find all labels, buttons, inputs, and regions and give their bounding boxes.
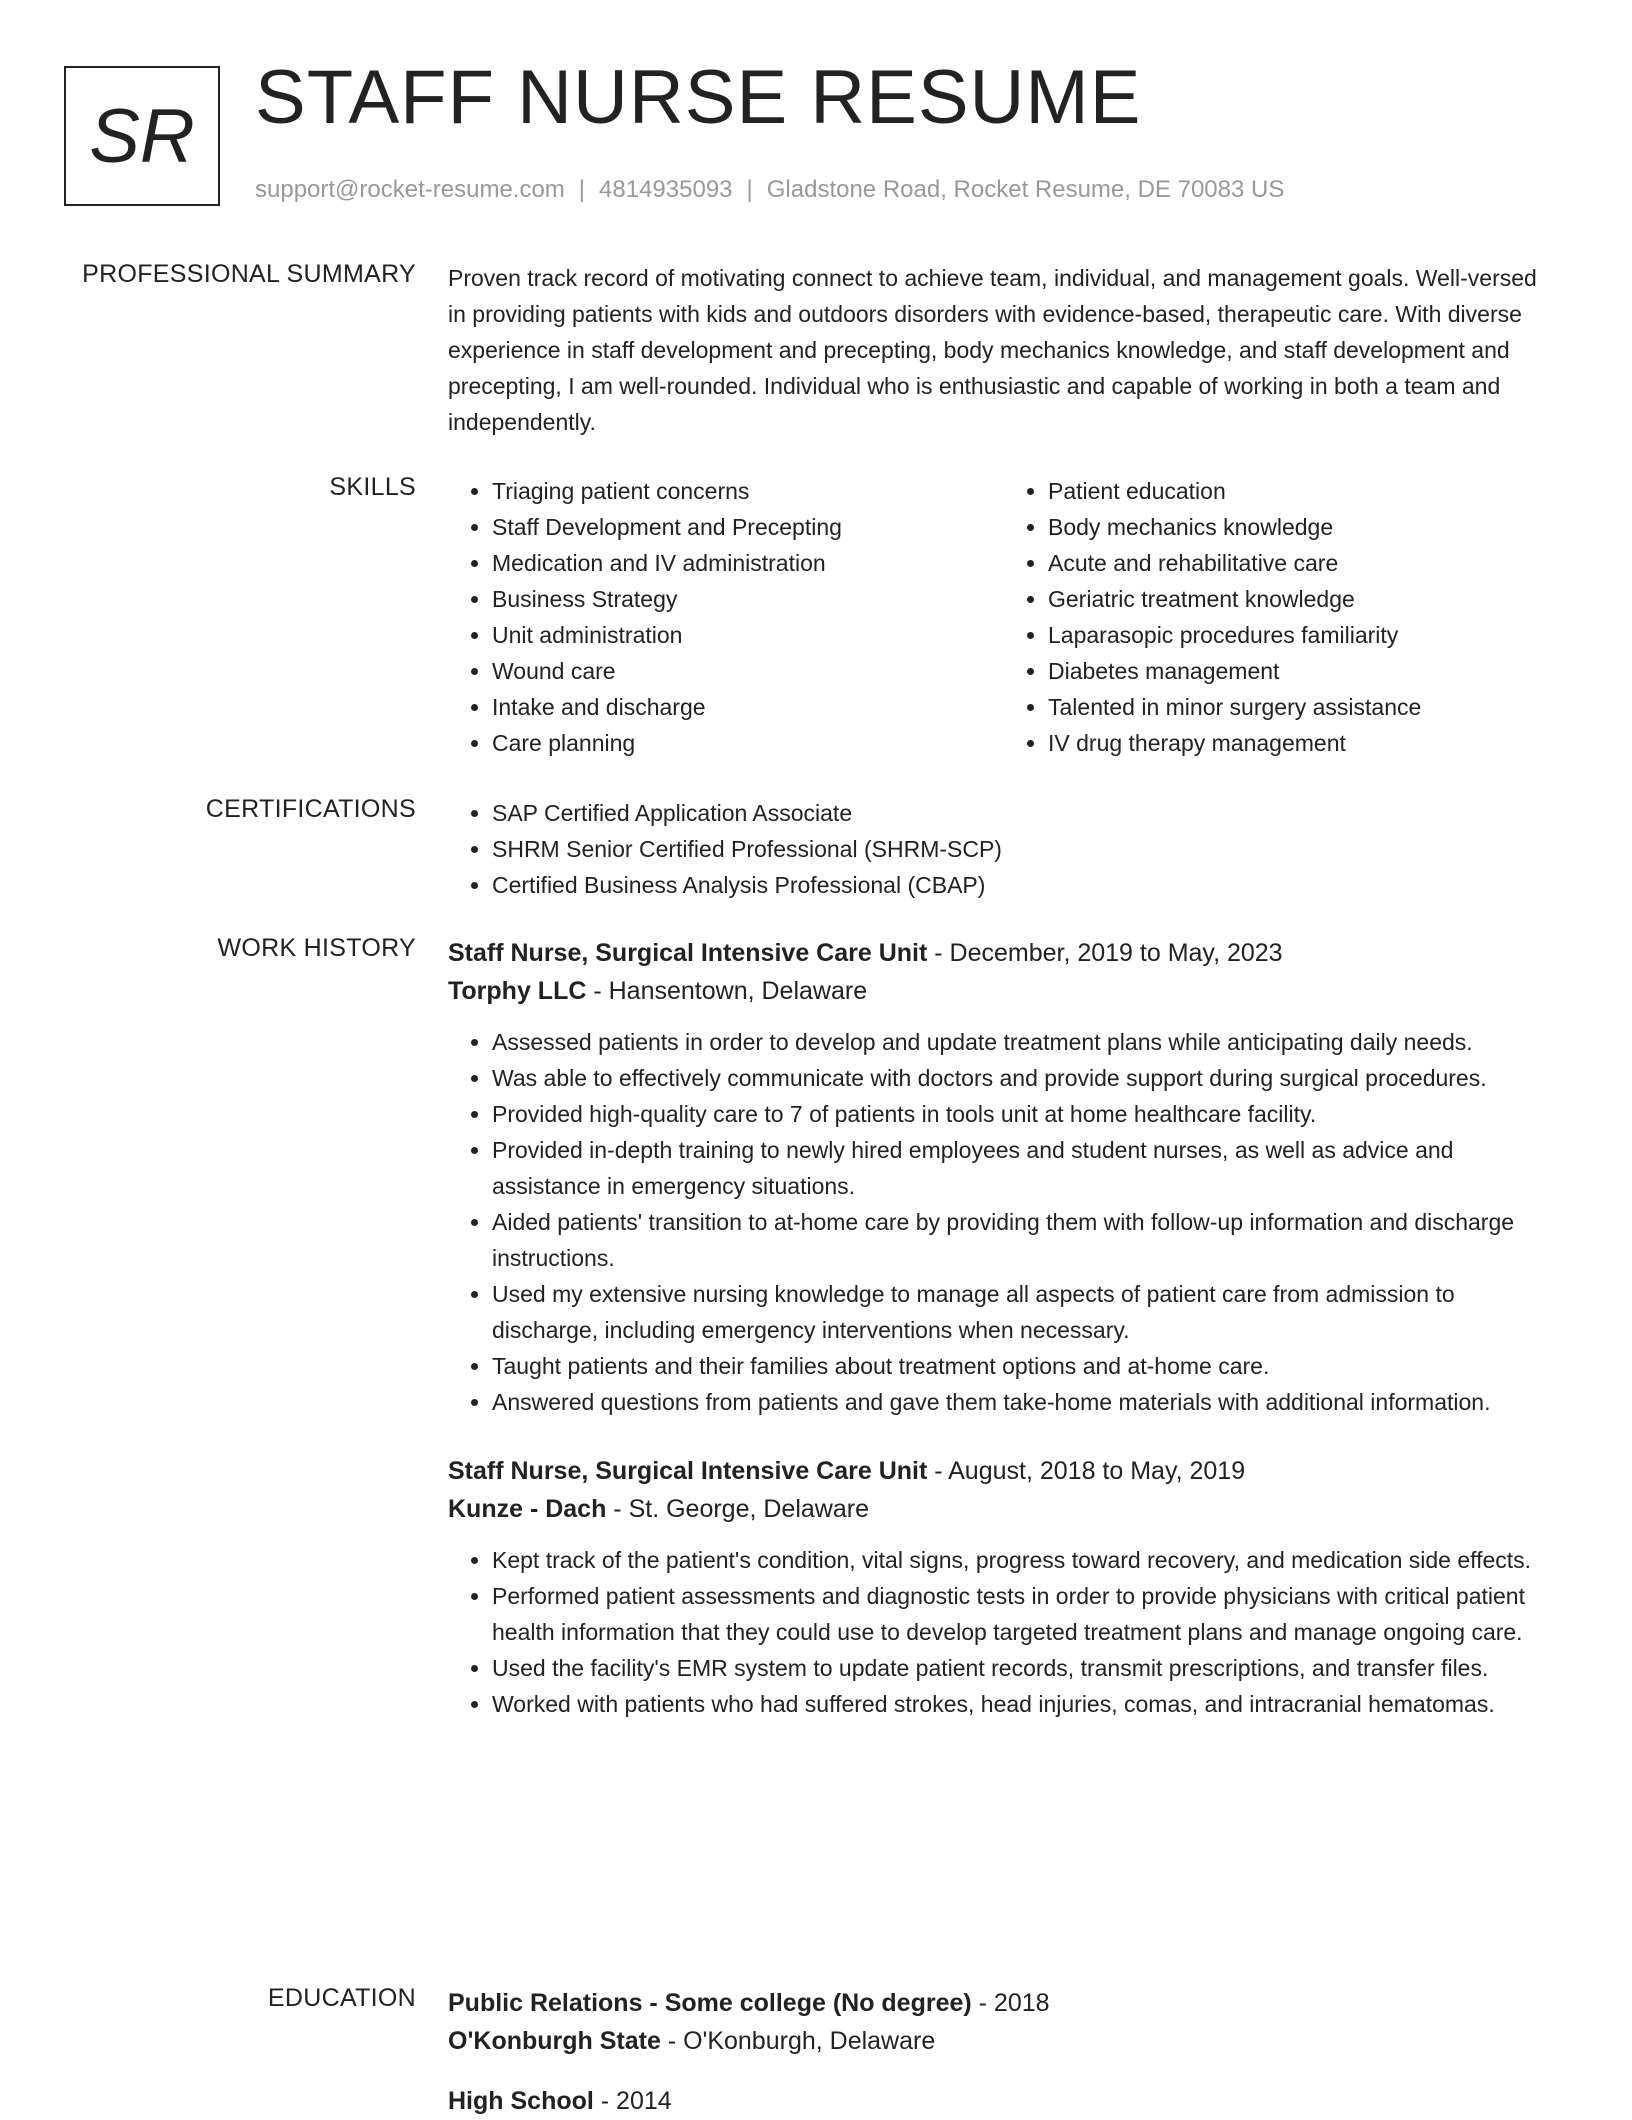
- school-name: O'Konburgh State: [448, 2027, 661, 2055]
- section-label: SKILLS: [329, 473, 416, 501]
- job-heading: [448, 934, 1560, 972]
- job-bullet: • Provided in-depth training to newly hired employees and student nurses, as well as advice and assistance in emergency situations.: [492, 1132, 1560, 1204]
- job-bullet: • Used the facility's EMR system to update patient records, transmit prescriptions, and transfer files.: [492, 1650, 1560, 1686]
- job-entry: [448, 934, 1560, 1420]
- job-bullet: • Assessed patients in order to develop and update treatment plans while anticipating daily needs.: [492, 1024, 1560, 1060]
- job-bullet: • Worked with patients who had suffered strokes, head injuries, comas, and intracranial hematomas.: [492, 1686, 1560, 1722]
- certification-item: • SAP Certified Application Associate: [492, 795, 1560, 831]
- skill-item: • IV drug therapy management: [1048, 725, 1560, 761]
- company-line: [448, 1490, 1560, 1528]
- job-bullet: • Kept track of the patient's condition, vital signs, progress toward recovery, and medication side effects.: [492, 1542, 1560, 1578]
- contact-email[interactable]: support@rocket-resume.com: [255, 176, 565, 203]
- job-bullet: • Was able to effectively communicate with doctors and provide support during surgical procedures.: [492, 1060, 1560, 1096]
- job-heading: [448, 1452, 1560, 1490]
- skill-item: • Patient education: [1048, 473, 1560, 509]
- summary-text: Proven track record of motivating connect to achieve team, individual, and management goals. Well-versed in providing patients with kids and outdoors disorders with evidence-based, therapeutic care. With diverse experience in staff development and precepting, body mechanics knowledge, and staff development and precepting, I am well-rounded. Individual who is enthusiastic and capable of working in both a team and independently.: [448, 265, 1537, 435]
- education-year: - 2014: [593, 2087, 672, 2115]
- job-dates: - December, 2019 to May, 2023: [927, 939, 1283, 967]
- skill-item: • Intake and discharge: [492, 689, 1004, 725]
- skill-item: • Wound care: [492, 653, 1004, 689]
- skill-item: • Body mechanics knowledge: [1048, 509, 1560, 545]
- section-body: [448, 1984, 1560, 2120]
- section-body: [448, 795, 1560, 903]
- education-degree: High School: [448, 2087, 594, 2115]
- education-heading: [448, 2082, 1560, 2120]
- job-entry: [448, 1452, 1560, 1722]
- skills-columns: [448, 473, 1560, 761]
- education-heading: [448, 1984, 1560, 2022]
- job-title: Staff Nurse, Surgical Intensive Care Unit: [448, 939, 928, 967]
- job-bullet: • Performed patient assessments and diagnostic tests in order to provide physicians with critical patient health information that they could use to develop targeted treatment plans and manage ongoing care.: [492, 1578, 1560, 1650]
- skill-item: • Laparasopic procedures familiarity: [1048, 617, 1560, 653]
- job-bullets: [448, 1542, 1560, 1722]
- job-bullet: • Provided high-quality care to 7 of patients in tools unit at home healthcare facility.: [492, 1096, 1560, 1132]
- job-dates: - August, 2018 to May, 2019: [927, 1457, 1246, 1485]
- section-label: EDUCATION: [267, 1984, 416, 2012]
- company-line: [448, 972, 1560, 1010]
- section-body: [448, 934, 1560, 1722]
- skill-item: • Diabetes management: [1048, 653, 1560, 689]
- monogram: SR: [64, 66, 220, 206]
- education-year: - 2018: [971, 1989, 1050, 2017]
- resume-title: STAFF NURSE RESUME: [255, 55, 1142, 140]
- certifications-list: [448, 795, 1560, 903]
- section-body: [448, 260, 1560, 440]
- skills-list-left: [448, 473, 1004, 761]
- skill-item: • Unit administration: [492, 617, 1004, 653]
- job-bullet: • Aided patients' transition to at-home care by providing them with follow-up information and discharge instructions.: [492, 1204, 1560, 1276]
- contact-address: Gladstone Road, Rocket Resume, DE 70083 US: [766, 176, 1285, 203]
- job-bullet: • Answered questions from patients and gave them take-home materials with additional information.: [492, 1384, 1560, 1420]
- section-label: WORK HISTORY: [217, 934, 416, 962]
- contact-separator: |: [578, 176, 586, 203]
- school-location: - O'Konburgh, Delaware: [660, 2027, 936, 2055]
- education-degree: Public Relations - Some college (No degree): [448, 1989, 972, 2017]
- contact-phone[interactable]: 4814935093: [599, 176, 733, 203]
- skill-item: • Geriatric treatment knowledge: [1048, 581, 1560, 617]
- company-name: Torphy LLC: [448, 977, 587, 1005]
- skill-item: • Staff Development and Precepting: [492, 509, 1004, 545]
- company-location: - St. George, Delaware: [606, 1495, 869, 1523]
- skill-item: • Acute and rehabilitative care: [1048, 545, 1560, 581]
- section-label: CERTIFICATIONS: [205, 795, 416, 823]
- certification-item: • SHRM Senior Certified Professional (SHRM-SCP): [492, 831, 1560, 867]
- contact-separator: |: [746, 176, 753, 203]
- company-location: - Hansentown, Delaware: [586, 977, 868, 1005]
- skill-item: • Talented in minor surgery assistance: [1048, 689, 1560, 725]
- section-label: PROFESSIONAL SUMMARY: [82, 260, 416, 288]
- job-bullets: [448, 1024, 1560, 1420]
- skill-item: • Business Strategy: [492, 581, 1004, 617]
- job-bullet: • Used my extensive nursing knowledge to manage all aspects of patient care from admission to discharge, including emergency interventions when necessary.: [492, 1276, 1560, 1348]
- certification-item: • Certified Business Analysis Professional (CBAP): [492, 867, 1560, 903]
- company-name: Kunze - Dach: [448, 1495, 607, 1523]
- skill-item: • Triaging patient concerns: [492, 473, 1004, 509]
- skill-item: • Care planning: [492, 725, 1004, 761]
- skills-list-right: [1004, 473, 1560, 761]
- job-title: Staff Nurse, Surgical Intensive Care Unit: [448, 1457, 928, 1485]
- skill-item: • Medication and IV administration: [492, 545, 1004, 581]
- contact-line: [255, 176, 1284, 204]
- school-line: [448, 2022, 1560, 2060]
- job-bullet: • Taught patients and their families about treatment options and at-home care.: [492, 1348, 1560, 1384]
